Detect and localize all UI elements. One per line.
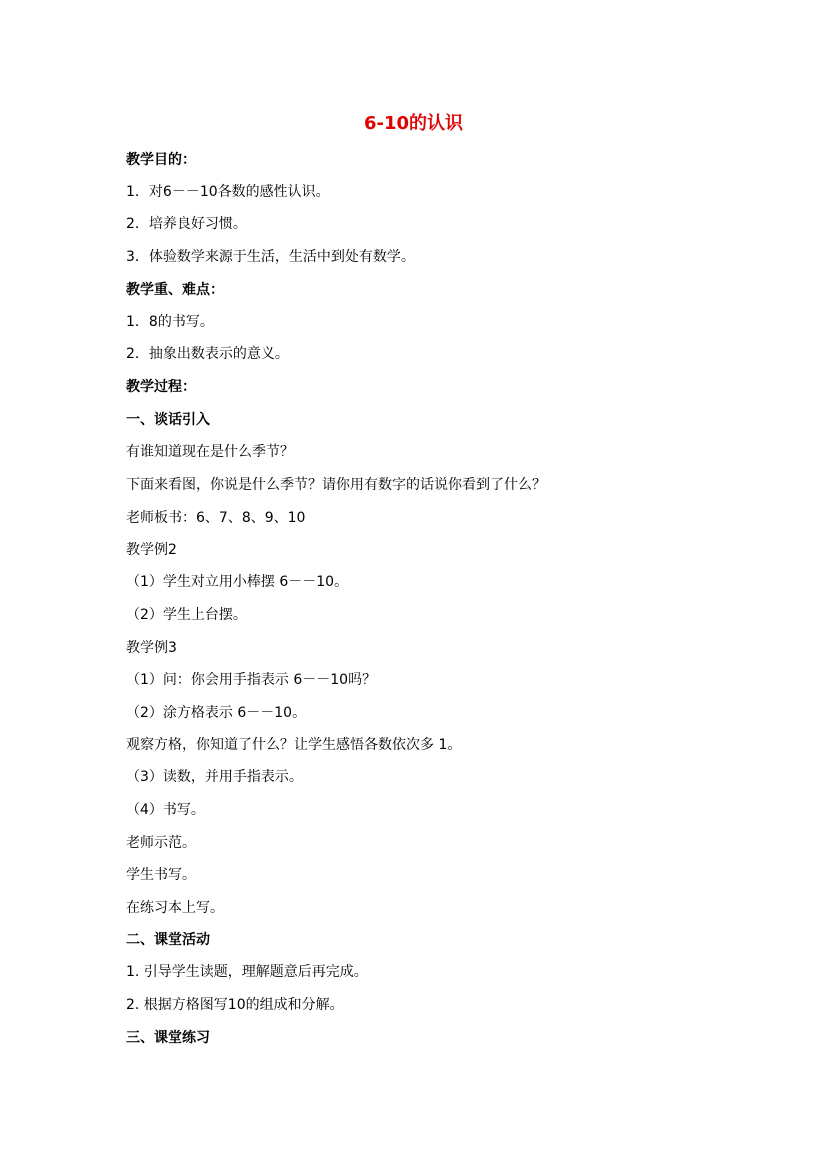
example-3-heading: 教学例3 (126, 640, 177, 656)
paragraph: （1）学生对立用小棒摆 6－－10。 (126, 574, 349, 590)
paragraph: 老师板书：6、7、8、9、10 (126, 510, 306, 526)
paragraph: （2）涂方格表示 6－－10。 (126, 705, 307, 721)
paragraph: （4）书写。 (126, 802, 205, 818)
paragraph: 观察方格，你知道了什么？让学生感悟各数依次多 1。 (126, 737, 462, 753)
goal-item-1: 1．对6－－10各数的感性认识。 (126, 184, 330, 200)
paragraph: 学生书写。 (126, 867, 196, 883)
document-title: 6-10的认识 (363, 113, 464, 134)
section-1-heading: 一、谈话引入 (126, 412, 210, 428)
heading-key-points: 教学重、难点： (126, 282, 224, 298)
paragraph: （3）读数，并用手指表示。 (126, 769, 303, 785)
key-point-2: 2．抽象出数表示的意义。 (126, 346, 289, 362)
paragraph: （1）问：你会用手指表示 6－－10吗？ (126, 672, 377, 688)
paragraph: 在练习本上写。 (126, 900, 224, 916)
paragraph: 老师示范。 (126, 835, 196, 851)
paragraph: 下面来看图，你说是什么季节？请你用有数字的话说你看到了什么？ (126, 477, 546, 493)
heading-teaching-process: 教学过程： (126, 379, 196, 395)
activity-item-2: 2. 根据方格图写10的组成和分解。 (126, 997, 344, 1013)
key-point-1: 1．8的书写。 (126, 314, 214, 330)
section-2-heading: 二、课堂活动 (126, 932, 210, 948)
goal-item-2: 2．培养良好习惯。 (126, 216, 247, 232)
section-3-heading: 三、课堂练习 (126, 1030, 210, 1046)
example-2-heading: 教学例2 (126, 542, 177, 558)
activity-item-1: 1. 引导学生读题，理解题意后再完成。 (126, 964, 368, 980)
goal-item-3: 3．体验数学来源于生活，生活中到处有数学。 (126, 249, 415, 265)
paragraph: 有谁知道现在是什么季节？ (126, 444, 294, 460)
paragraph: （2）学生上台摆。 (126, 607, 247, 623)
heading-teaching-goals: 教学目的： (126, 152, 196, 168)
